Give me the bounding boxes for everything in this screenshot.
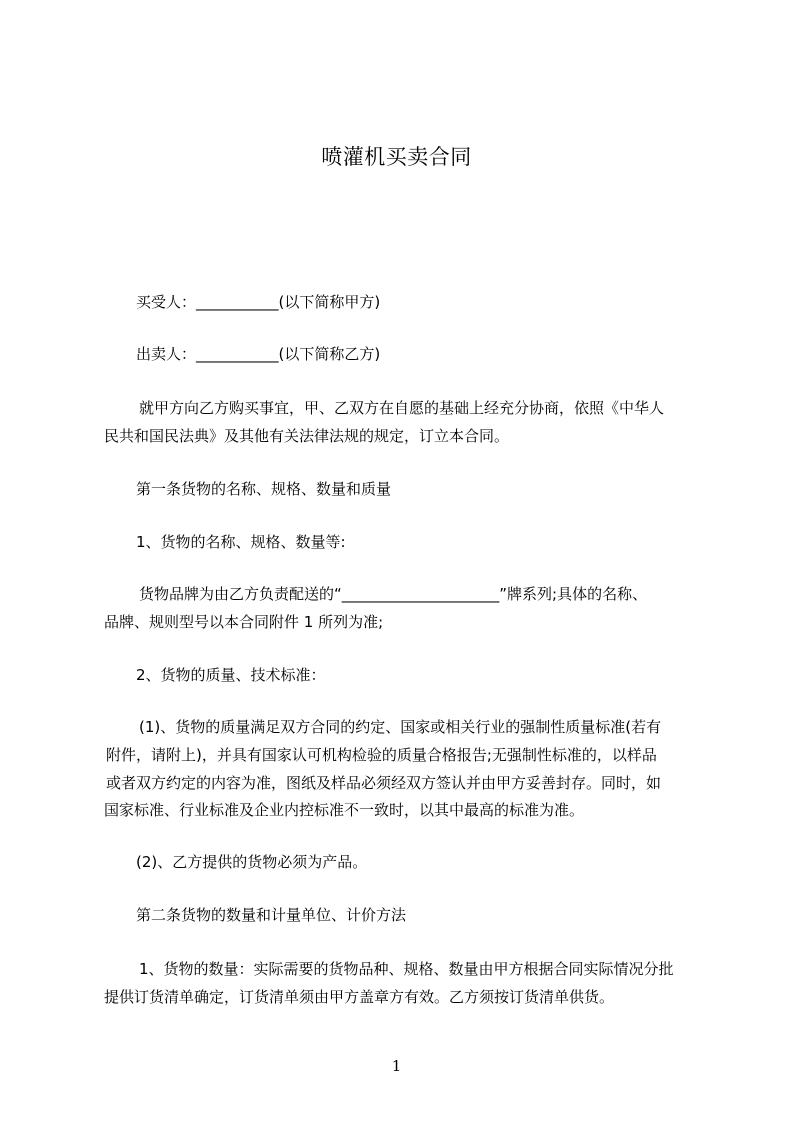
item-1-heading: 1、货物的名称、规格、数量等: xyxy=(136,533,346,551)
page-title: 喷灌机买卖合同 xyxy=(321,145,472,169)
item-2-1-line: 或者双方约定的内容为准，图纸及样品必须经双方签认并由甲方妥善封存。同时，如 xyxy=(106,774,662,792)
intro-line: 就甲方向乙方购买事宜，甲、乙双方在自愿的基础上经充分协商，依照《中华人 xyxy=(139,399,665,417)
intro-line: 民共和国民法典》及其他有关法律法规的规定，订立本合同。 xyxy=(104,427,510,445)
page-number: 1 xyxy=(391,1057,402,1075)
item-1-body-line: 品牌、规则型号以本合同附件 1 所列为准; xyxy=(104,613,384,631)
item-2-1-line: (1)、货物的质量满足双方合同的约定、国家或相关行业的强制性质量标准(若有 xyxy=(139,718,662,736)
item-2-1-line: 附件，请附上)，并具有国家认可机构检验的质量合格报告;无强制性标准的，以样品 xyxy=(106,746,657,764)
article-1-heading: 第一条货物的名称、规格、数量和质量 xyxy=(136,480,392,498)
article-2-heading: 第二条货物的数量和计量单位、计价方法 xyxy=(136,906,407,924)
article-2-item-1-line: 1、货物的数量：实际需要的货物品种、规格、数量由甲方根据合同实际情况分批 xyxy=(139,960,674,978)
seller-line: 出卖人：___________(以下简称乙方) xyxy=(136,345,381,363)
item-2-2-line: (2)、乙方提供的货物必须为产品。 xyxy=(136,853,368,871)
item-1-body-line: 货物品牌为由乙方负责配送的“_____________________”牌系列;具体的名称、 xyxy=(139,585,648,603)
article-2-item-1-line: 提供订货清单确定，订货清单须由甲方盖章方有效。乙方须按订货清单供货。 xyxy=(104,988,615,1006)
item-2-heading: 2、货物的质量、技术标准： xyxy=(136,666,326,684)
item-2-1-line: 国家标准、行业标准及企业内控标准不一致时，以其中最高的标准为准。 xyxy=(104,801,585,819)
buyer-line: 买受人：___________(以下简称甲方) xyxy=(136,293,381,311)
